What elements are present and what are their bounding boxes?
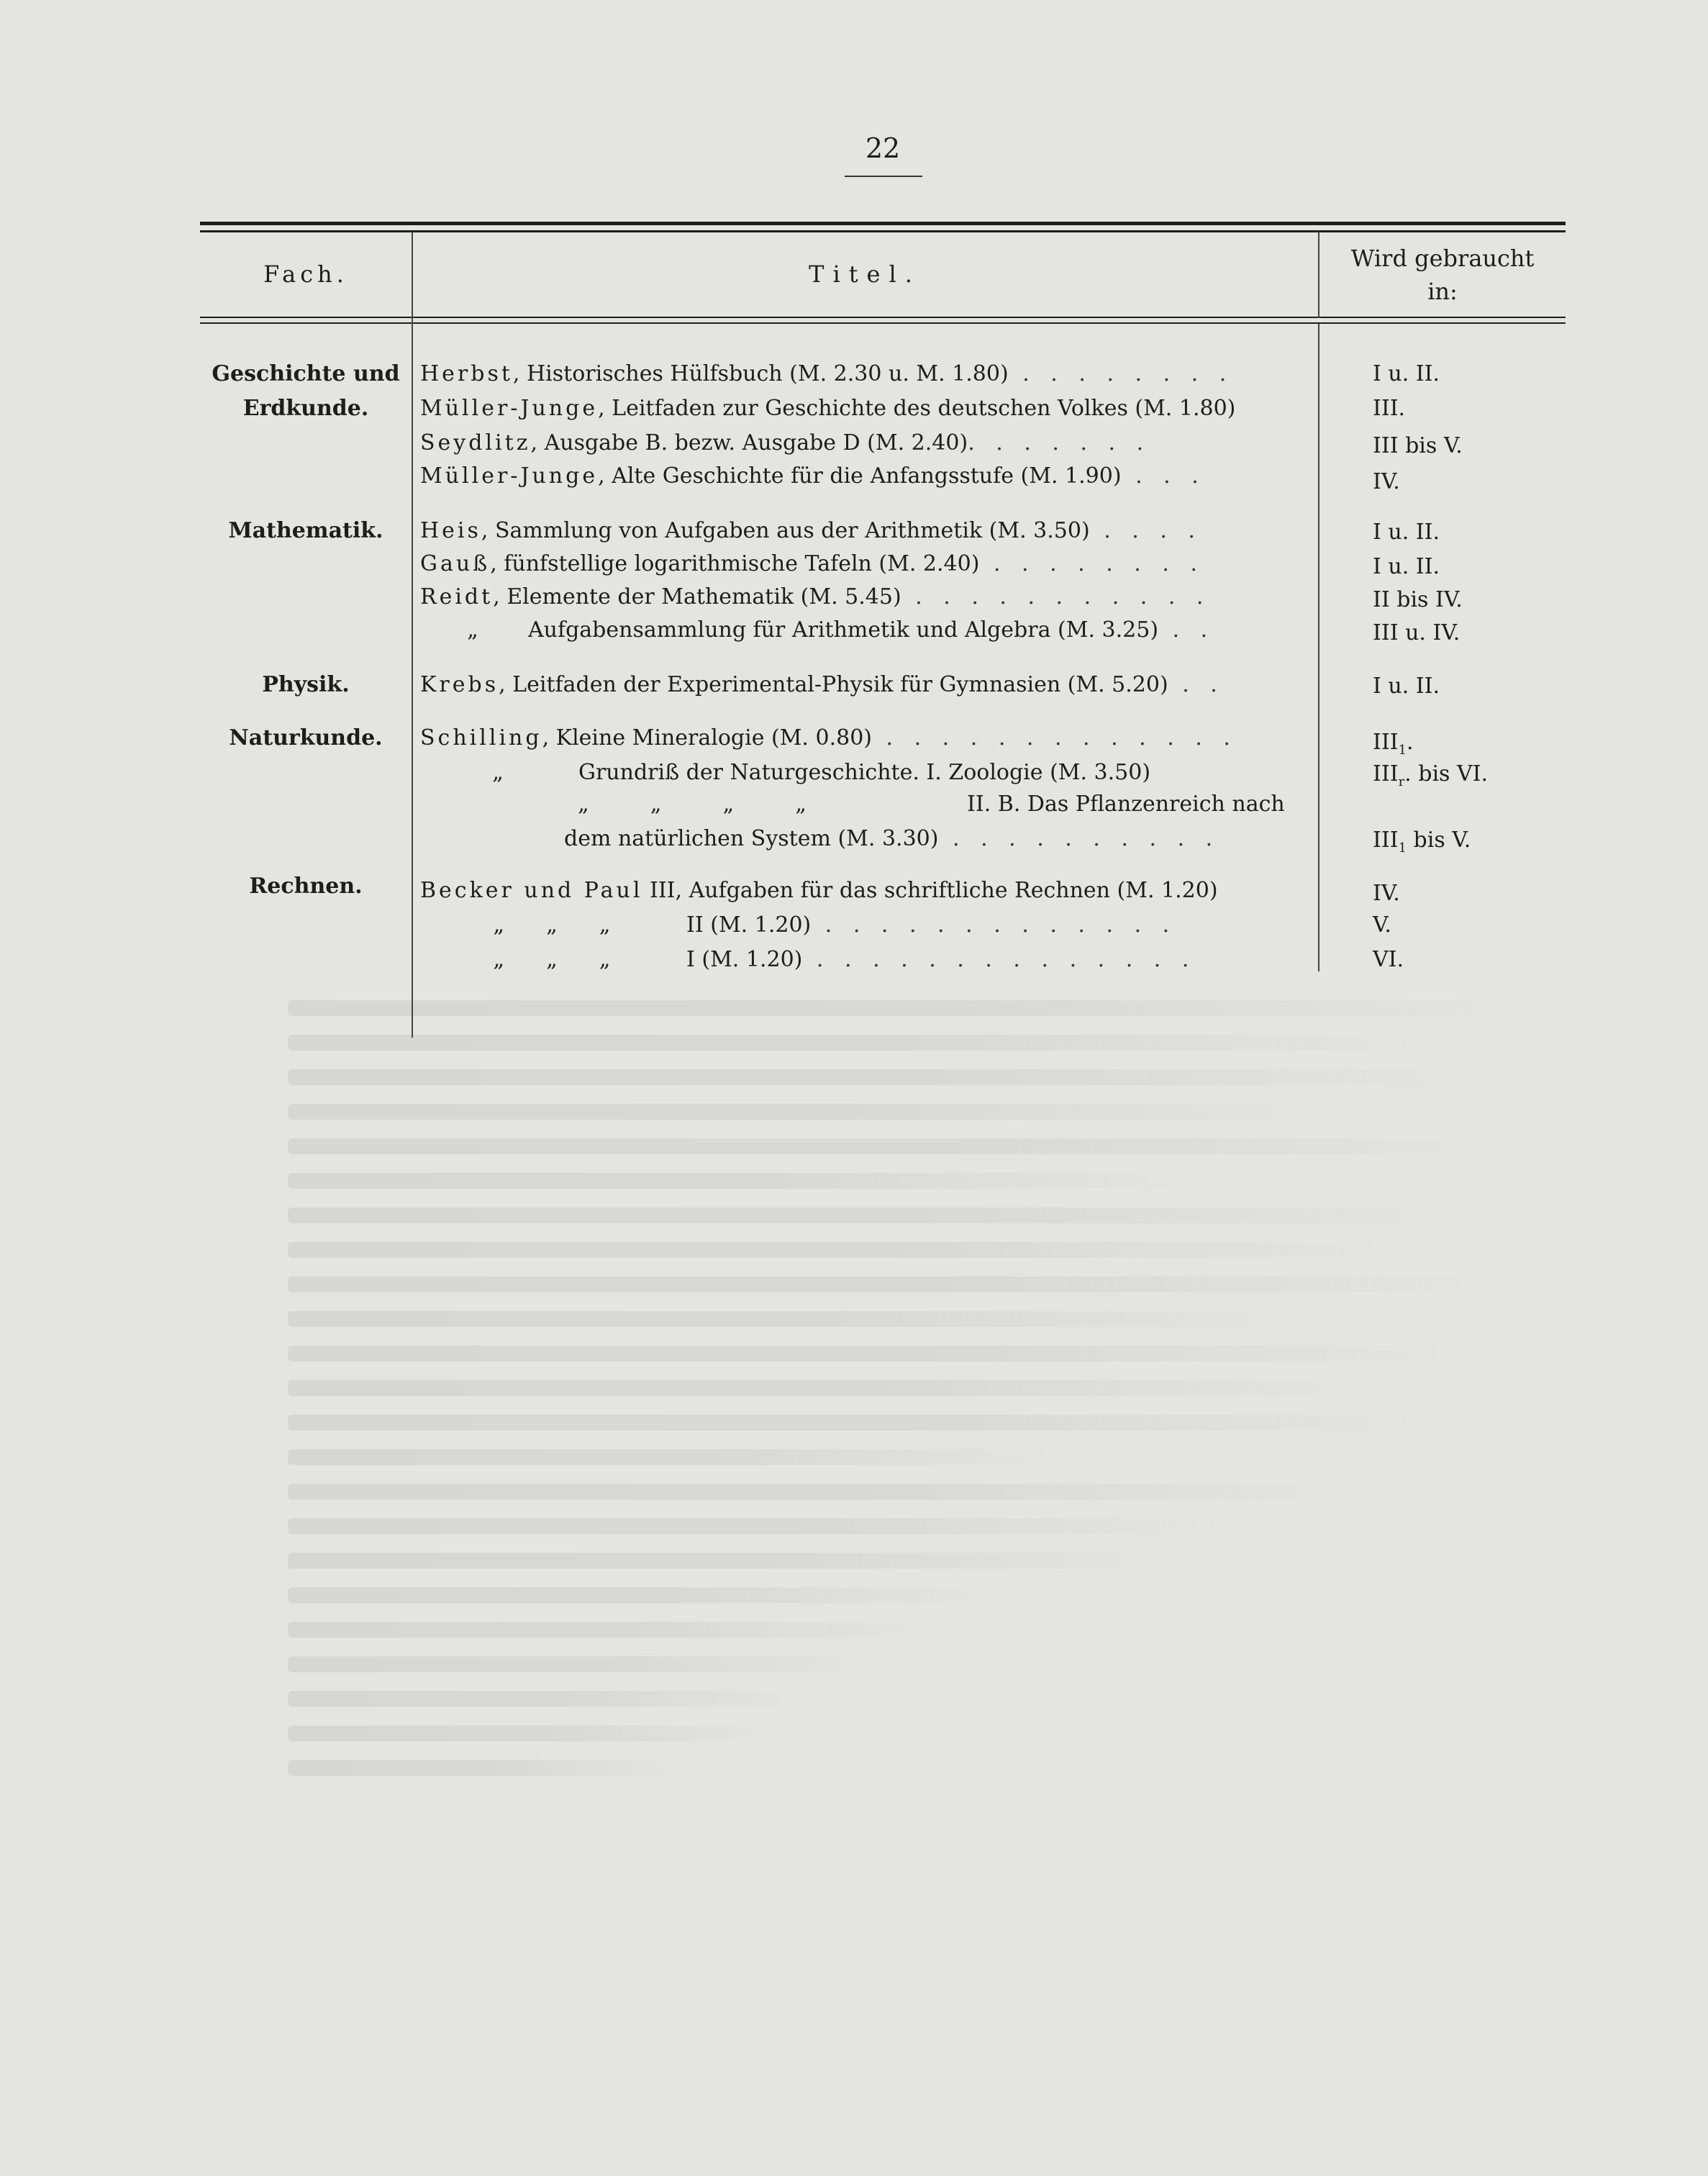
- category-label: Erdkunde.: [242, 396, 369, 421]
- book-grade: [1373, 757, 1560, 792]
- book-title: , Elemente der Mathematik (M. 5.45): [493, 584, 901, 609]
- header-bottom-rule-2: [200, 322, 1566, 324]
- dot-leader: . . . . . . . .: [979, 551, 1204, 576]
- book-grade: VI.: [1373, 947, 1404, 972]
- book-title: , Alte Geschichte für die Anfangsstufe (M. 1.90): [598, 463, 1122, 489]
- dot-leader: . .: [1168, 672, 1225, 697]
- header-bottom-rule: [200, 317, 1566, 318]
- book-title: , fünfstellige logarithmische Tafeln (M. 2.40): [490, 551, 980, 576]
- book-row: [420, 822, 1312, 856]
- book-grade: III u. IV.: [1373, 620, 1461, 645]
- column-header-wird: [1319, 242, 1566, 308]
- book-title: III, Aufgaben für das schriftliche Rechnen (M. 1.20): [642, 878, 1218, 903]
- grade-main: III: [1373, 761, 1399, 786]
- book-title: II. B. Das Pflanzenreich nach: [967, 792, 1285, 817]
- book-row: [420, 514, 1312, 548]
- book-grade: I u. II.: [1373, 674, 1440, 699]
- grade-rest: .: [1407, 730, 1414, 755]
- dot-leader: . . . . . . . . . . . . .: [872, 725, 1237, 751]
- book-title: , Historisches Hülfsbuch (M. 2.30 u. M. 1.80): [512, 361, 1009, 386]
- book-title: , Leitfaden der Experimental-Physik für Gymnasien (M. 5.20): [499, 672, 1168, 697]
- table-top-rule-thin: [200, 230, 1566, 232]
- ditto-mark: „: [467, 617, 481, 643]
- book-grade: II bis IV.: [1373, 587, 1463, 612]
- category-rechnen: Rechnen.: [249, 874, 363, 899]
- ditto-mark: „ „ „: [493, 947, 614, 972]
- book-row: [420, 668, 1312, 702]
- dot-leader: . . . . . . . . . .: [938, 826, 1220, 851]
- book-row: [420, 613, 1312, 648]
- dot-leader: . . . . . . . .: [1008, 361, 1234, 386]
- grade-subscript: r: [1398, 774, 1405, 789]
- book-row: [420, 580, 1312, 615]
- book-author: Müller-Junge: [420, 463, 599, 489]
- book-grade: [1373, 823, 1560, 858]
- book-grade: IV.: [1373, 881, 1400, 906]
- book-title: I (M. 1.20): [686, 947, 803, 972]
- book-title: , Ausgabe B. bezw. Ausgabe D (M. 2.40): [530, 430, 968, 455]
- column-divider-fach: [412, 232, 413, 1038]
- book-author: Krebs: [420, 672, 499, 697]
- category-naturkunde: Naturkunde.: [229, 725, 383, 751]
- ditto-mark: „ „ „: [493, 912, 614, 938]
- table-top-rule: [200, 222, 1566, 225]
- book-author: Reidt: [420, 584, 494, 609]
- book-title: Grundriß der Naturgeschichte. I. Zoologie (M. 3.50): [578, 760, 1151, 785]
- grade-subscript: 1: [1398, 743, 1407, 758]
- grade-main: III: [1373, 828, 1399, 853]
- book-author: Gauß: [420, 551, 491, 576]
- category-mathematik: Mathematik.: [228, 518, 383, 543]
- category-label: Geschichte und: [212, 361, 400, 386]
- grade-subscript: 1: [1398, 840, 1407, 856]
- book-title: , Sammlung von Aufgaben aus der Arithmetik (M. 3.50): [481, 518, 1090, 543]
- book-grade: [1373, 787, 1560, 822]
- book-row: [420, 547, 1312, 581]
- book-row: [420, 874, 1312, 908]
- book-row: [420, 357, 1312, 391]
- grade-rest: . bis VI.: [1404, 761, 1489, 786]
- column-divider-wird: [1318, 324, 1319, 971]
- book-grade: III bis V.: [1373, 433, 1463, 458]
- book-title: dem natürlichen System (M. 3.30): [564, 826, 939, 851]
- book-author: Becker und Paul: [420, 878, 643, 903]
- book-author: Müller-Junge: [420, 396, 599, 421]
- page-number: 22: [865, 132, 901, 164]
- column-header-wird-line1: Wird gebraucht: [1350, 245, 1535, 272]
- book-grade: III.: [1373, 396, 1406, 421]
- book-author: Heis: [420, 518, 481, 543]
- book-author: Seydlitz: [420, 430, 531, 455]
- book-row: [420, 787, 1312, 822]
- page-number-underline: [845, 176, 922, 177]
- dot-leader: . . . .: [1089, 518, 1202, 543]
- book-title: , Leitfaden zur Geschichte des deutschen Volkes (M. 1.80): [598, 396, 1236, 421]
- category-geschichte: [200, 357, 412, 426]
- book-row: [420, 459, 1312, 494]
- book-grade: V.: [1373, 912, 1391, 938]
- bleed-through-text: [288, 1000, 1583, 1936]
- ditto-mark: „ „ „ „: [578, 792, 809, 817]
- book-row: [420, 721, 1312, 756]
- dot-leader: . . . . . . .: [968, 430, 1151, 455]
- dot-leader: . .: [1158, 617, 1215, 643]
- book-row: [420, 426, 1312, 461]
- column-header-titel: Titel.: [809, 260, 921, 288]
- book-grade: I u. II.: [1373, 554, 1440, 579]
- dot-leader: . . . . . . . . . . . . .: [811, 912, 1177, 938]
- grade-main: III: [1373, 730, 1399, 755]
- book-author: Herbst: [420, 361, 513, 386]
- book-row: [420, 391, 1312, 426]
- book-title: II (M. 1.20): [686, 912, 812, 938]
- column-header-wird-line2: in:: [1427, 278, 1458, 305]
- ditto-mark: „: [492, 760, 507, 785]
- dot-leader: . . . . . . . . . . .: [901, 584, 1211, 609]
- dot-leader: . . .: [1121, 463, 1206, 489]
- dot-leader: . . . . . . . . . . . . . .: [802, 947, 1196, 972]
- book-title: Aufgabensammlung für Arithmetik und Algebra (M. 3.25): [528, 617, 1159, 643]
- book-grade: IV.: [1373, 469, 1400, 494]
- book-title: , Kleine Mineralogie (M. 0.80): [542, 725, 872, 751]
- book-grade: I u. II.: [1373, 361, 1440, 386]
- grade-rest: bis V.: [1407, 828, 1471, 853]
- book-row: [420, 943, 1312, 977]
- book-grade: [1373, 725, 1560, 760]
- column-header-fach: Fach.: [263, 260, 348, 288]
- category-physik: Physik.: [262, 672, 350, 697]
- book-author: Schilling: [420, 725, 542, 751]
- book-row: [420, 908, 1312, 943]
- book-grade: I u. II.: [1373, 520, 1440, 545]
- book-row: [420, 756, 1312, 790]
